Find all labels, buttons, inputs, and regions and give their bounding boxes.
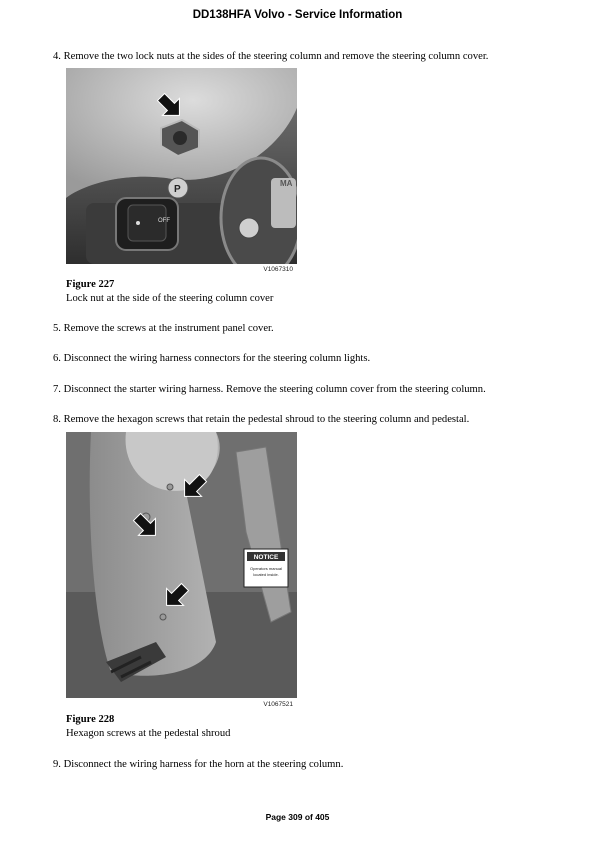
figure-228-caption: Hexagon screws at the pedestal shroud [66,728,231,739]
figure-227-title: Figure 227 [66,279,115,290]
page-number: Page 309 of 405 [265,812,330,822]
figure-227-code: V1067310 [263,266,293,273]
step-9: 9. Disconnect the wiring harness for the horn at the steering column. [53,759,344,770]
page-header: DD138HFA Volvo - Service Information [192,9,403,21]
step-8: 8. Remove the hexagon screws that retain the pedestal shroud to the steering column and pedestal. [53,414,470,425]
step-7: 7. Disconnect the starter wiring harness. Remove the steering column cover from the steering column. [53,384,486,395]
notice-line-2: located inside. [253,572,279,577]
notice-line-1: Operators manual [249,566,283,571]
figure-228-title: Figure 228 [66,714,115,725]
button-p-label: P [174,184,181,195]
figure-228-code: V1067521 [263,701,293,708]
panel-ma-label: MA [280,179,293,188]
switch-off-label: OFF [158,218,170,224]
figure-227-photo [66,68,297,264]
step-4: 4. Remove the two lock nuts at the sides of the steering column and remove the steering column cover. [53,51,489,62]
notice-title: NOTICE [253,554,279,561]
step-6: 6. Disconnect the wiring harness connectors for the steering column lights. [53,353,371,364]
figure-228-photo [66,432,297,698]
figure-227-caption: Lock nut at the side of the steering column cover [66,293,274,304]
step-5: 5. Remove the screws at the instrument panel cover. [53,323,274,334]
